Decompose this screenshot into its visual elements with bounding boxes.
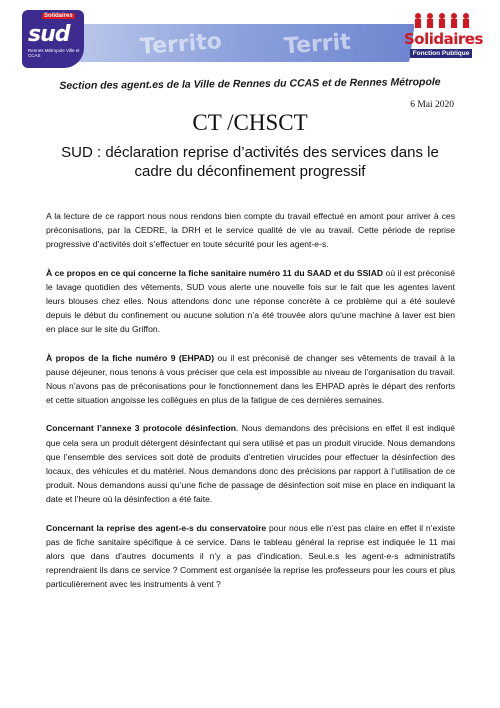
document-subtitle: SUD : déclaration reprise d’activités des services dans le cadre du déconfinement progressif <box>61 144 439 180</box>
paragraph <box>46 209 455 252</box>
paragraph-text: ou il est préconisé de changer ses vêtements de travail à la pause déjeuner, nous tenons à vous préciser que cela est impossible au niveau de l’organisation du travail. Nous n’avons pas de préconisations pour le fonctionnement dans les EHPAD après le départ des renforts et cette situation angoisse les collègues en plus de la fatigue de ces dernières semaines. <box>46 352 455 406</box>
paragraph <box>46 521 455 592</box>
document-date: 6 Mai 2020 <box>410 100 454 110</box>
strip-word: Territ <box>283 29 352 60</box>
header-banner <box>22 10 483 72</box>
paragraph-lead: Concernant l’annexe 3 protocole désinfection <box>46 423 236 434</box>
paragraph-lead: Concernant la reprise des agent-e-s du conservatoire <box>46 522 267 533</box>
sud-logo-word: sud <box>28 22 70 47</box>
paragraph <box>46 421 455 506</box>
strip-word: Territo <box>139 29 223 60</box>
sud-logo-caption: Rennes Métropole Ville et CCAS <box>28 48 80 58</box>
document-title: CT /CHSCT <box>192 110 308 135</box>
paragraph <box>46 351 455 408</box>
sud-logo-tag: Solidaires <box>44 13 73 19</box>
solidaires-brand: Solidaires <box>404 30 483 48</box>
solidaires-sub: Fonction Publique <box>410 49 472 58</box>
people-icon <box>410 12 472 28</box>
solidaires-logo <box>402 12 483 66</box>
paragraph-text: où il est préconisé le lavage quotidien des vêtements, SUD vous alerte une nouvelle fois sur le fait que les agentes lavent leurs blouses chez elles. Nous attendons donc une réponse concrète à ce problème qui a été soulevé depuis le début du confinement ou aucune solution n’a été trouvée alors qu’une machine à laver est bien en place sur le site du Griffon. <box>46 267 455 335</box>
paragraph-text: pour nous elle n’est pas claire en effet il n’existe pas de fiche sanitaire spécifique à ce service. Dans le tableau général la reprise est indiquée le 11 mai alors que dans d’autres documents il n’y a pas d’indication. Seul.e.s les agent-e-s administratifs reprendraient ils dans ce service ? Comment est organisée la reprise les professeurs pour les cours et plus particulièrement avec les instruments à vent ? <box>46 522 455 590</box>
section-line: Section des agent.es de la Ville de Rennes du CCAS et de Rennes Métropole <box>59 76 441 92</box>
document-body <box>46 209 455 606</box>
banner-strip <box>77 24 414 62</box>
paragraph-lead: À propos de la fiche numéro 9 (EHPAD) <box>46 352 215 363</box>
paragraph-text: . Nous demandons des précisions en effet il est indiqué que cela sera un produit détergent désinfectant qui sera utilisé et pas un produit virucide. Nous demandons que l’ensemble des services soit doté de produits d’entretien virucides pour effectuer la désinfection des locaux, des véhicules et du matériel. Nous demandons donc des précisions par rapport à l’utilisation de ce produit. Nous demandons aussi qu’une fiche de passage de désinfection soit mise en place en indiquant la date et l’heure où la désinfection a été faite. <box>46 423 455 505</box>
paragraph-text: A la lecture de ce rapport nous nous rendons bien compte du travail effectué en amont pour arriver à ces préconisations, par la CEDRE, la DRH et le service qualité de vie au travail. Cette période de reprise progressive d’activités doit s’effectuer en toute sécurité pour les agent-e-s. <box>46 211 455 250</box>
paragraph <box>46 266 455 337</box>
sud-logo <box>22 10 84 68</box>
paragraph-lead: À ce propos en ce qui concerne la fiche sanitaire numéro 11 du SAAD et du SSIAD <box>46 267 384 278</box>
